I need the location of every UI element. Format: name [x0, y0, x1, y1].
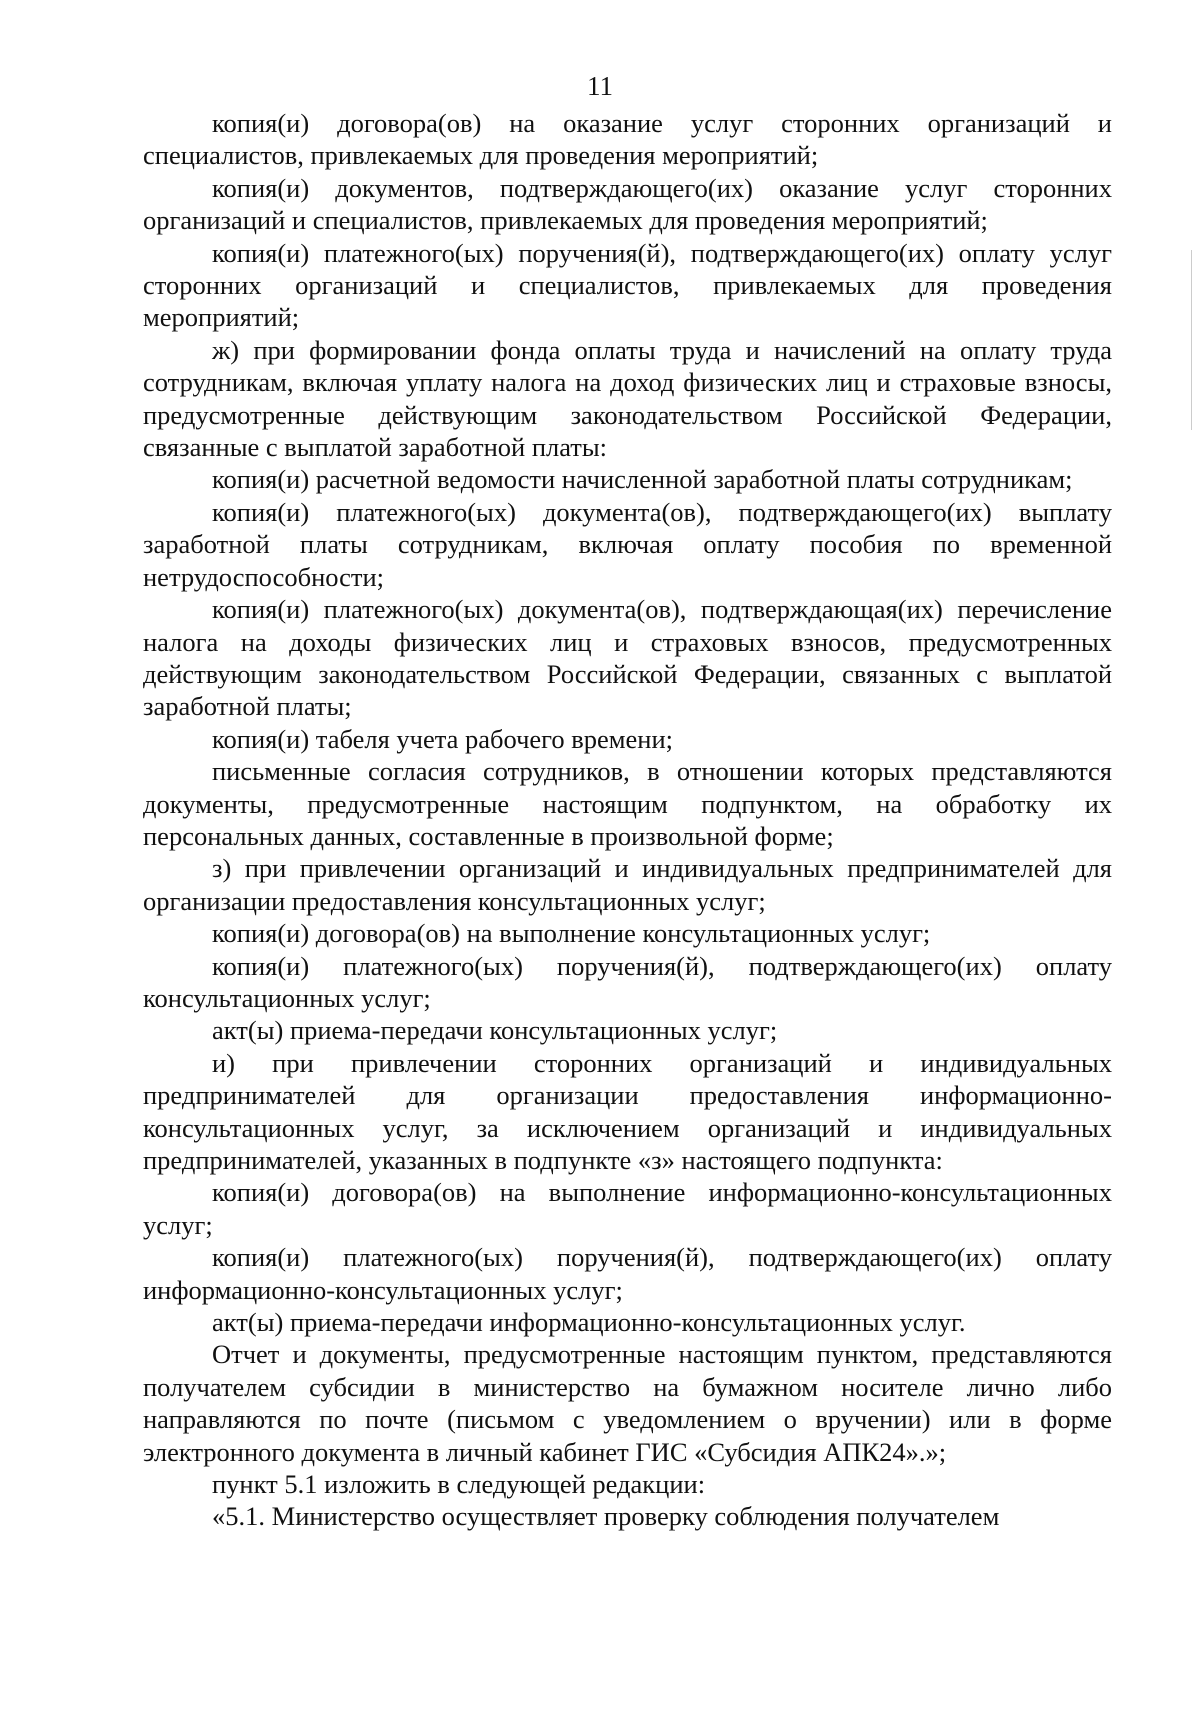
document-body — [143, 107, 1112, 1533]
paragraph: акт(ы) приема-передачи консультационных услуг; — [212, 1015, 778, 1046]
paragraph: копия(и) табеля учета рабочего времени; — [212, 723, 674, 754]
paragraph: копия(и) платежного(ых) поручения(й), подтверждающего(их) оплату консультационных услуг; — [143, 950, 1112, 1013]
page-number: 11 — [587, 71, 613, 101]
paragraph: и) при привлечении сторонних организаций и индивидуальных предпринимателей для организации предоставления информационно-консультационных услуг, за исключением организаций и индивидуальных предпринимателей, указанных в подпункте «з» настоящего подпункта: — [143, 1047, 1112, 1175]
paragraph: копия(и) договора(ов) на выполнение консультационных услуг; — [212, 918, 931, 949]
paragraph: акт(ы) приема-передачи информационно-консультационных услуг. — [212, 1307, 966, 1338]
paragraph: копия(и) документов, подтверждающего(их) оказание услуг сторонних организаций и специалистов, привлекаемых для проведения мероприятий; — [143, 172, 1112, 236]
paragraph: копия(и) платежного(ых) документа(ов), подтверждающая(их) перечисление налога на доходы физических лиц и страховых взносов, предусмотренных действующим законодательством Российской Федерации, связанных с выплатой заработной платы; — [143, 594, 1112, 722]
paragraph: ж) при формировании фонда оплаты труда и начислений на оплату труда сотрудникам, включая уплату налога на доход физических лиц и страховые взносы, предусмотренные действующим законодательством Российской Федерации, связанные с выплатой заработной платы: — [143, 334, 1112, 463]
paragraph: Отчет и документы, предусмотренные настоящим пунктом, представляются получателем субсидии в министерство на бумажном носителе лично либо направляются по почте (письмом с уведомлением о вручении) или в форме электронного документа в личный кабинет ГИС «Субсидия АПК24».»; — [143, 1339, 1112, 1467]
paragraph: копия(и) расчетной ведомости начисленной заработной платы сотрудникам; — [212, 464, 1073, 495]
paragraph: копия(и) платежного(ых) документа(ов), подтверждающего(их) выплату заработной платы сотрудникам, включая оплату пособия по временной нетрудоспособности; — [143, 496, 1112, 592]
paragraph: копия(и) договора(ов) на выполнение информационно-консультационных услуг; — [143, 1177, 1112, 1240]
paragraph: «5.1. Министерство осуществляет проверку соблюдения получателем — [212, 1501, 1000, 1532]
paragraph: письменные согласия сотрудников, в отношении которых представляются документы, предусмотренные настоящим подпунктом, на обработку их персональных данных, составленные в произвольной форме; — [143, 756, 1112, 851]
paragraph: копия(и) платежного(ых) поручения(й), подтверждающего(их) оплату информационно-консультационных услуг; — [143, 1242, 1112, 1305]
paragraph: копия(и) договора(ов) на оказание услуг сторонних организаций и специалистов, привлекаемых для проведения мероприятий; — [143, 108, 1112, 171]
paragraph: пункт 5.1 изложить в следующей редакции: — [212, 1469, 706, 1500]
paragraph: з) при привлечении организаций и индивидуальных предпринимателей для организации предоставления консультационных услуг; — [143, 853, 1112, 916]
paragraph: копия(и) платежного(ых) поручения(й), подтверждающего(их) оплату услуг сторонних организаций и специалистов, привлекаемых для проведения мероприятий; — [143, 237, 1112, 333]
scan-edge-mark — [1191, 250, 1192, 430]
